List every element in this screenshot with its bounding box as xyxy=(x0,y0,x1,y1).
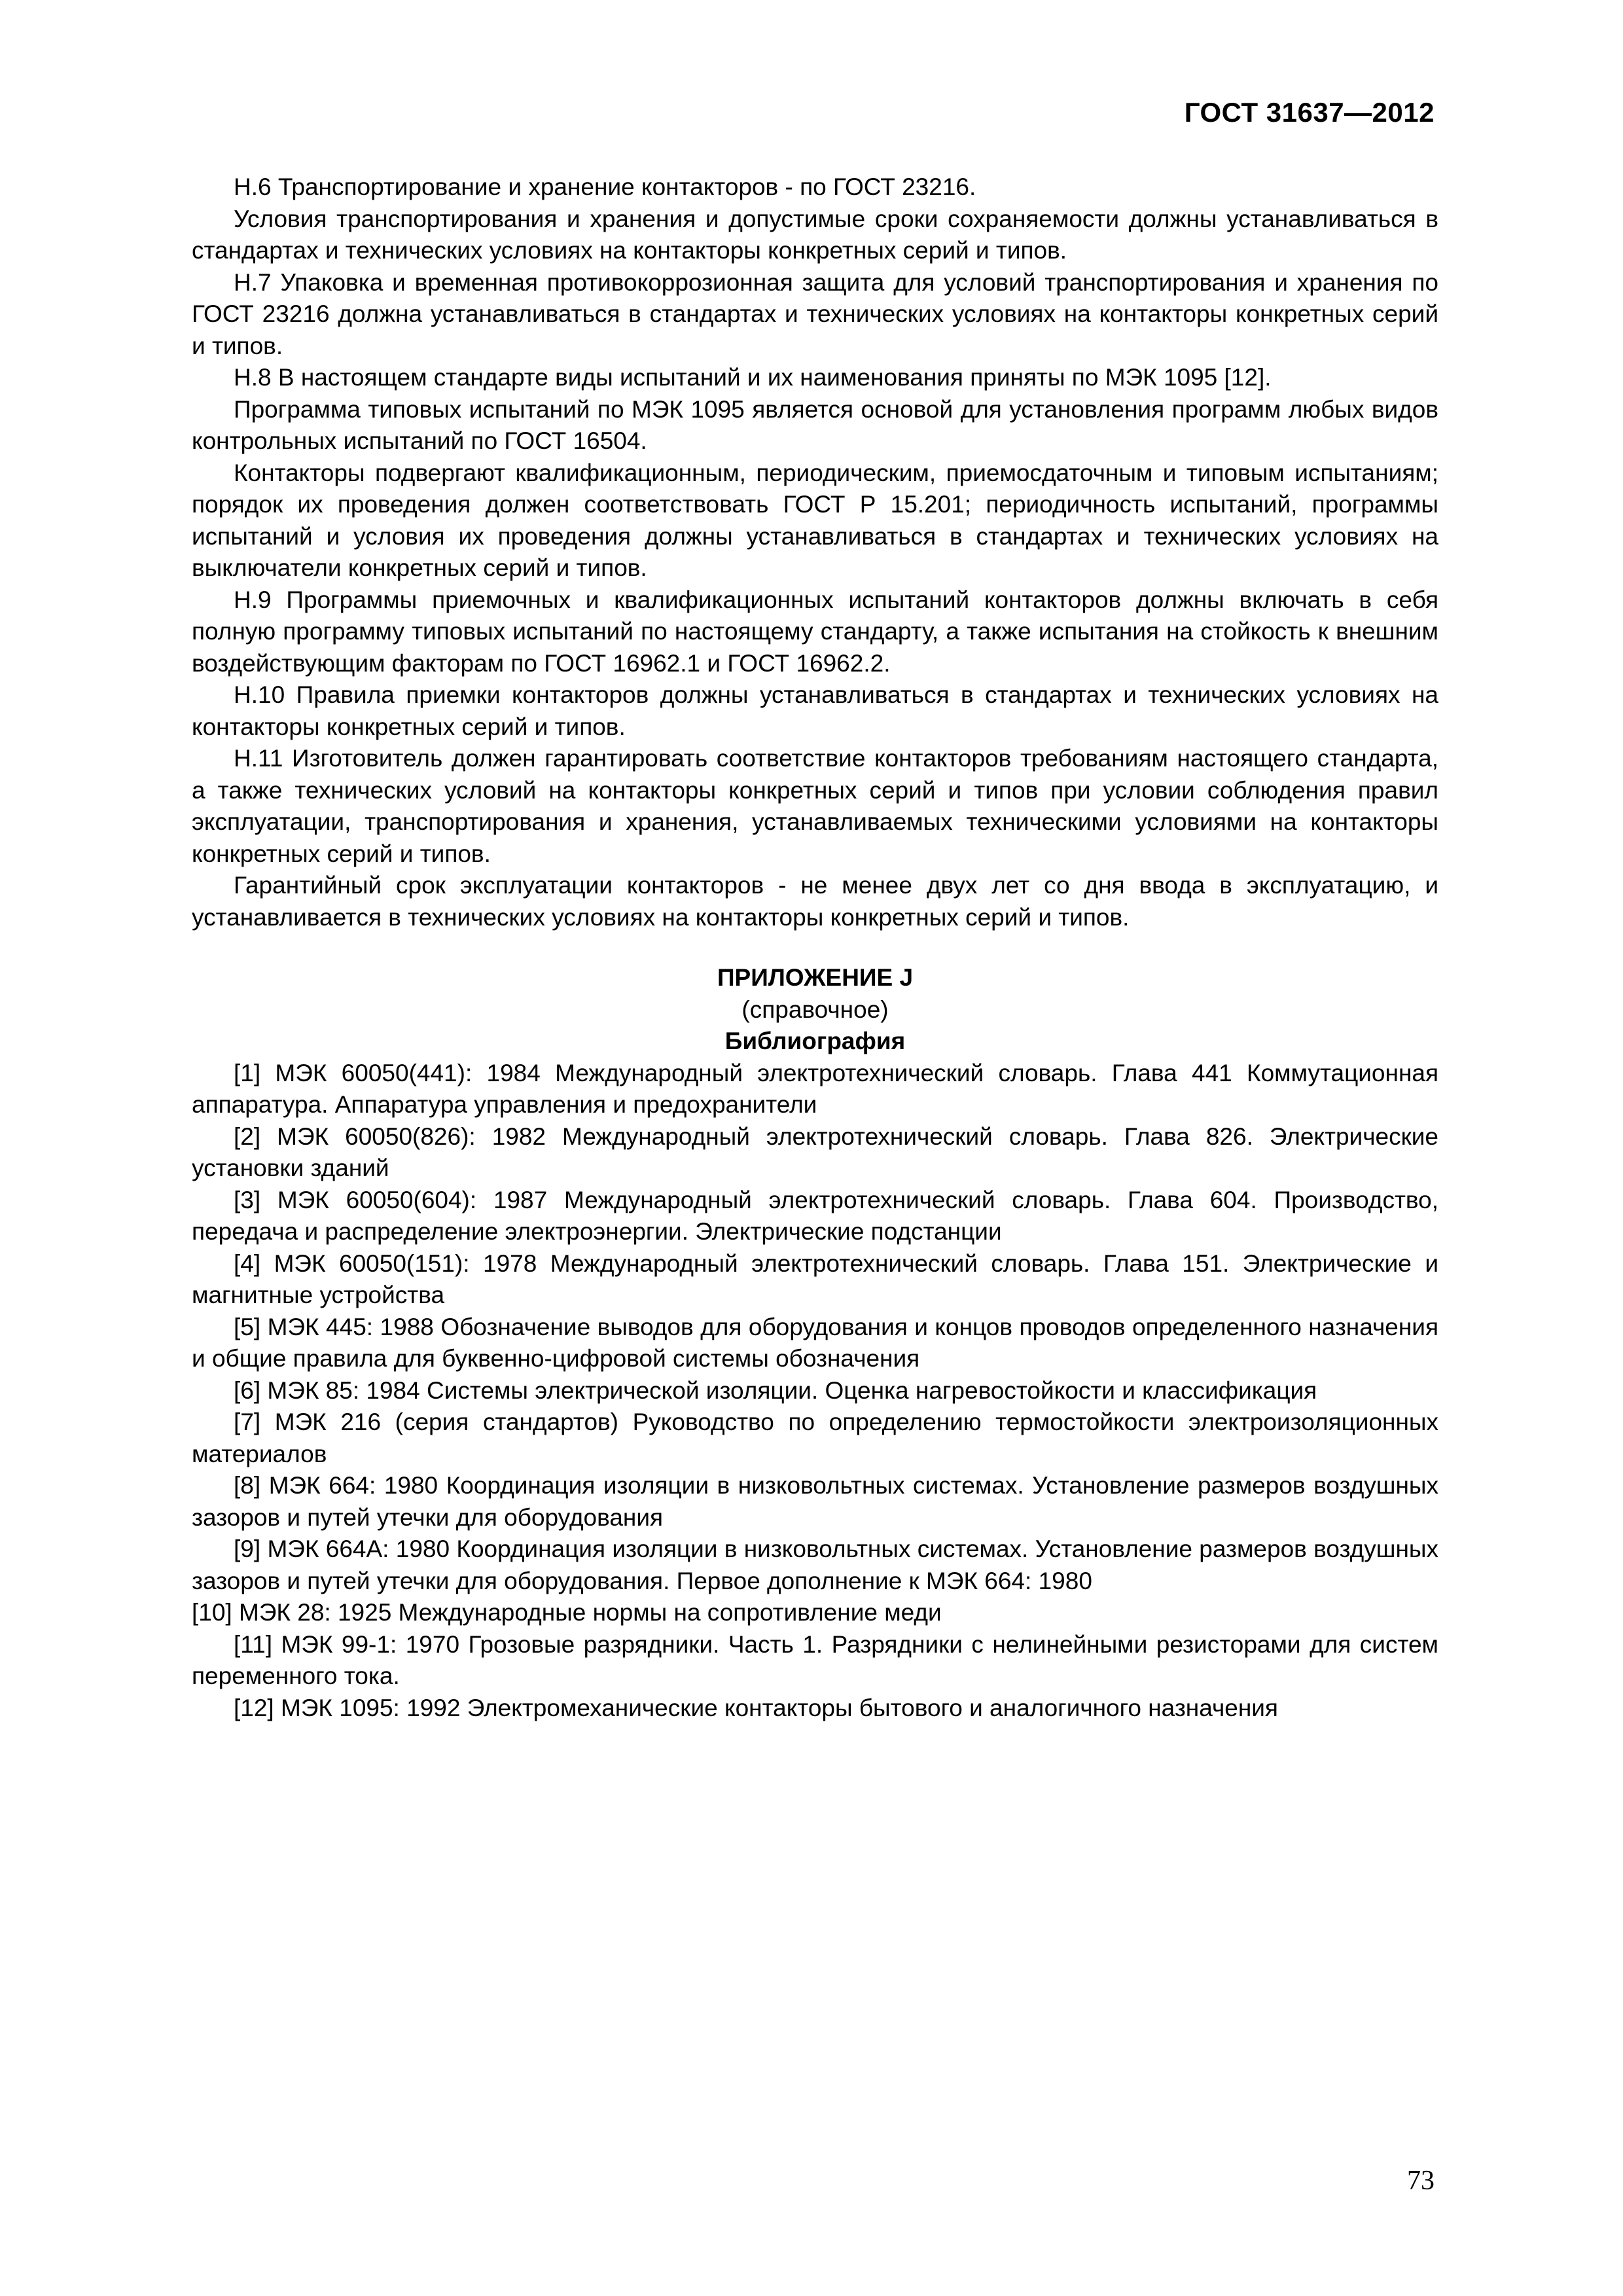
bibliography-item: [10] МЭК 28: 1925 Международные нормы на сопротивление меди xyxy=(192,1599,942,1626)
paragraph-h11: Н.11 Изготовитель должен гарантировать соответствие контакторов требованиям настоящего стандарта, а также технических условий на контакторы конкретных серий и типов при условии соблюдения правил эксплуатации, транспортирования и хранения, устанавливаемых техническими условиями на контакторы конкретных серий и типов. xyxy=(192,745,1438,867)
paragraph-h7: Н.7 Упаковка и временная противокоррозионная защита для условий транспортирования и хранения по ГОСТ 23216 должна устанавливаться в стандартах и технических условиях на контакторы конкретных серий и типов. xyxy=(192,268,1438,359)
bibliography-item: [7] МЭК 216 (серия стандартов) Руководство по определению термостойкости электроизоляционных материалов xyxy=(192,1408,1438,1467)
paragraph-h8: Н.8 В настоящем стандарте виды испытаний и их наименования приняты по МЭК 1095 [12]. xyxy=(234,364,1272,391)
bibliography-item: [9] МЭК 664А: 1980 Координация изоляции в низковольтных системах. Установление размеров воздушных зазоров и путей утечки для оборудования. Первое дополнение к МЭК 664: 1980 xyxy=(192,1535,1438,1594)
paragraph: Контакторы подвергают квалификационным, периодическим, приемосдаточным и типовым испытаниям; порядок их проведения должен соответствовать ГОСТ Р 15.201; периодичность испытаний, программы испытаний и условия их проведения должны устанавливаться в стандартах и технических условиях на выключатели конкретных серий и типов. xyxy=(192,459,1438,581)
bibliography-item: [11] МЭК 99-1: 1970 Грозовые разрядники. Часть 1. Разрядники с нелинейными резисторами для систем переменного тока. xyxy=(192,1630,1438,1689)
bibliography-item: [1] МЭК 60050(441): 1984 Международный электротехнический словарь. Глава 441 Коммутационная аппаратура. Аппаратура управления и предохранители xyxy=(192,1059,1438,1118)
bibliography-item: [8] МЭК 664: 1980 Координация изоляции в низковольтных системах. Установление размеров воздушных зазоров и путей утечки для оборудования xyxy=(192,1472,1438,1531)
bibliography-item: [12] МЭК 1095: 1992 Электромеханические контакторы бытового и аналогичного назначения xyxy=(234,1694,1278,1721)
bibliography-item: [2] МЭК 60050(826): 1982 Международный электротехнический словарь. Глава 826. Электрические установки зданий xyxy=(192,1122,1438,1181)
paragraph-h10: Н.10 Правила приемки контакторов должны устанавливаться в стандартах и технических условиях на контакторы конкретных серий и типов. xyxy=(192,681,1438,740)
paragraph: Программа типовых испытаний по МЭК 1095 является основой для установления программ любых видов контрольных испытаний по ГОСТ 16504. xyxy=(192,395,1438,454)
page-number: 73 xyxy=(1407,2166,1435,2196)
appendix-header xyxy=(192,962,1438,1058)
paragraph: Гарантийный срок эксплуатации контакторов - не менее двух лет со дня ввода в эксплуатацию, и устанавливается в технических условиях на контакторы конкретных серий и типов. xyxy=(192,872,1438,931)
bibliography-item: [4] МЭК 60050(151): 1978 Международный электротехнический словарь. Глава 151. Электрические и магнитные устройства xyxy=(192,1249,1438,1308)
bibliography-list xyxy=(192,1058,1438,1725)
appendix-subtitle: (справочное) xyxy=(741,996,889,1023)
paragraph-h6: Н.6 Транспортирование и хранение контакторов - по ГОСТ 23216. xyxy=(234,173,976,200)
bibliography-item: [6] МЭК 85: 1984 Системы электрической изоляции. Оценка нагревостойкости и классификация xyxy=(234,1376,1317,1404)
bibliography-item: [3] МЭК 60050(604): 1987 Международный электротехнический словарь. Глава 604. Производство, передача и распределение электроэнергии. Электрические подстанции xyxy=(192,1186,1438,1245)
bibliography-heading: Библиография xyxy=(724,1028,906,1054)
document-body xyxy=(192,171,1438,1724)
document-code: ГОСТ 31637—2012 xyxy=(1184,97,1435,128)
bibliography-item: [5] МЭК 445: 1988 Обозначение выводов для оборудования и концов проводов определенного назначения и общие правила для буквенно-цифровой системы обозначения xyxy=(192,1313,1438,1372)
paragraph: Условия транспортирования и хранения и допустимые сроки сохраняемости должны устанавливаться в стандартах и технических условиях на контакторы конкретных серий и типов. xyxy=(192,205,1438,264)
paragraph-h9: Н.9 Программы приемочных и квалификационных испытаний контакторов должны включать в себя полную программу типовых испытаний по настоящему стандарту, а также испытания на стойкость к внешним воздействующим факторам по ГОСТ 16962.1 и ГОСТ 16962.2. xyxy=(192,586,1438,677)
appendix-title: ПРИЛОЖЕНИЕ J xyxy=(717,964,914,991)
